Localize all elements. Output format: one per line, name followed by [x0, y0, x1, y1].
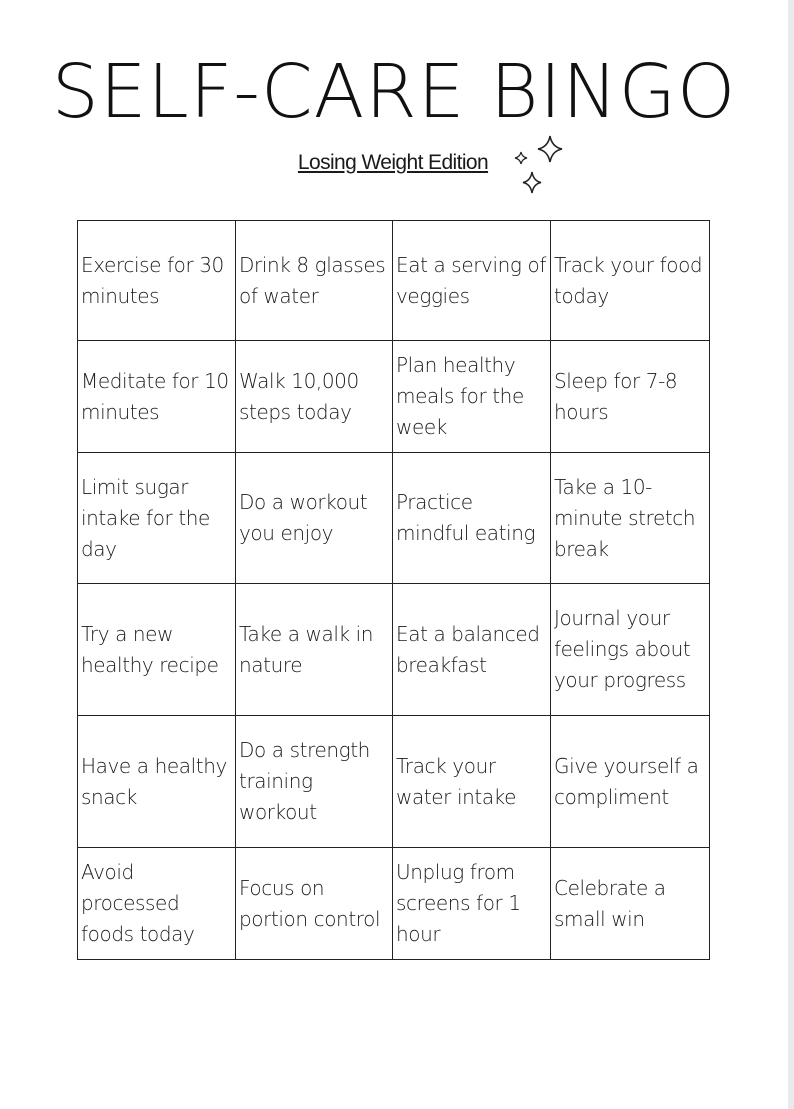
bingo-cell[interactable]	[551, 453, 709, 584]
bingo-cell[interactable]	[78, 453, 236, 584]
bingo-cell-text: Do a strength training workout	[239, 738, 370, 824]
bingo-cell-text: Try a new healthy recipe	[81, 621, 219, 677]
bingo-cell-text: Eat a balanced breakfast	[396, 621, 540, 677]
bingo-cell[interactable]	[551, 221, 709, 341]
bingo-cell-text: Eat a serving of veggies	[396, 252, 546, 308]
bingo-cell-text: Avoid processed foods today	[81, 860, 195, 946]
bingo-cell[interactable]	[551, 716, 709, 848]
bingo-cell[interactable]	[236, 848, 393, 959]
bingo-cell-text: Track your water intake	[396, 753, 517, 809]
bingo-cell[interactable]	[236, 221, 393, 341]
bingo-cell[interactable]	[78, 221, 236, 341]
bingo-cell[interactable]	[393, 453, 551, 584]
bingo-cell[interactable]	[393, 716, 551, 848]
bingo-cell-text: Practice mindful eating	[396, 490, 536, 545]
page-subtitle: Losing Weight Edition	[297, 151, 489, 174]
bingo-cell[interactable]	[551, 341, 709, 453]
bingo-cell-text: Take a walk in nature	[239, 621, 374, 677]
bingo-cell[interactable]	[78, 341, 236, 453]
bingo-cell[interactable]	[236, 341, 393, 453]
bingo-cell-text: Walk 10,000 steps today	[239, 368, 359, 424]
bingo-cell-text: Celebrate a small win	[554, 875, 666, 931]
bingo-cell-text: Plan healthy meals for the week	[396, 353, 524, 439]
bingo-cell[interactable]	[236, 716, 393, 848]
bingo-cell[interactable]	[393, 584, 551, 716]
bingo-cell-text: Exercise for 30 minutes	[81, 252, 224, 308]
bingo-cell-text: Give yourself a compliment	[554, 753, 699, 809]
bingo-cell-text: Do a workout you enjoy	[239, 490, 368, 545]
bingo-cell[interactable]	[78, 716, 236, 848]
bingo-cell-text: Drink 8 glasses of water	[239, 252, 386, 308]
page-edge	[788, 0, 794, 1109]
bingo-cell[interactable]	[236, 584, 393, 716]
bingo-cell-text: Limit sugar intake for the day	[81, 474, 210, 561]
bingo-cell[interactable]	[393, 848, 551, 959]
bingo-cell-text: Sleep for 7-8 hours	[554, 368, 678, 424]
bingo-cell-text: Focus on portion control	[239, 875, 381, 931]
bingo-grid	[77, 220, 710, 960]
bingo-cell-text: Journal your feelings about your progress	[554, 606, 691, 692]
bingo-cell[interactable]	[551, 848, 709, 959]
page-title: SELF-CARE BINGO	[51, 49, 737, 135]
bingo-cell-text: Track your food today	[554, 252, 703, 308]
bingo-cell[interactable]	[78, 848, 236, 959]
bingo-cell[interactable]	[393, 341, 551, 453]
bingo-cell-text: Meditate for 10 minutes	[81, 368, 229, 424]
sparkles-icon	[508, 130, 578, 200]
bingo-cell-text: Unplug from screens for 1 hour	[396, 860, 521, 946]
bingo-cell-text: Take a 10-minute stretch break	[554, 474, 696, 561]
bingo-cell[interactable]	[78, 584, 236, 716]
bingo-cell[interactable]	[236, 453, 393, 584]
bingo-cell[interactable]	[551, 584, 709, 716]
bingo-cell-text: Have a healthy snack	[81, 753, 227, 809]
bingo-cell[interactable]	[393, 221, 551, 341]
